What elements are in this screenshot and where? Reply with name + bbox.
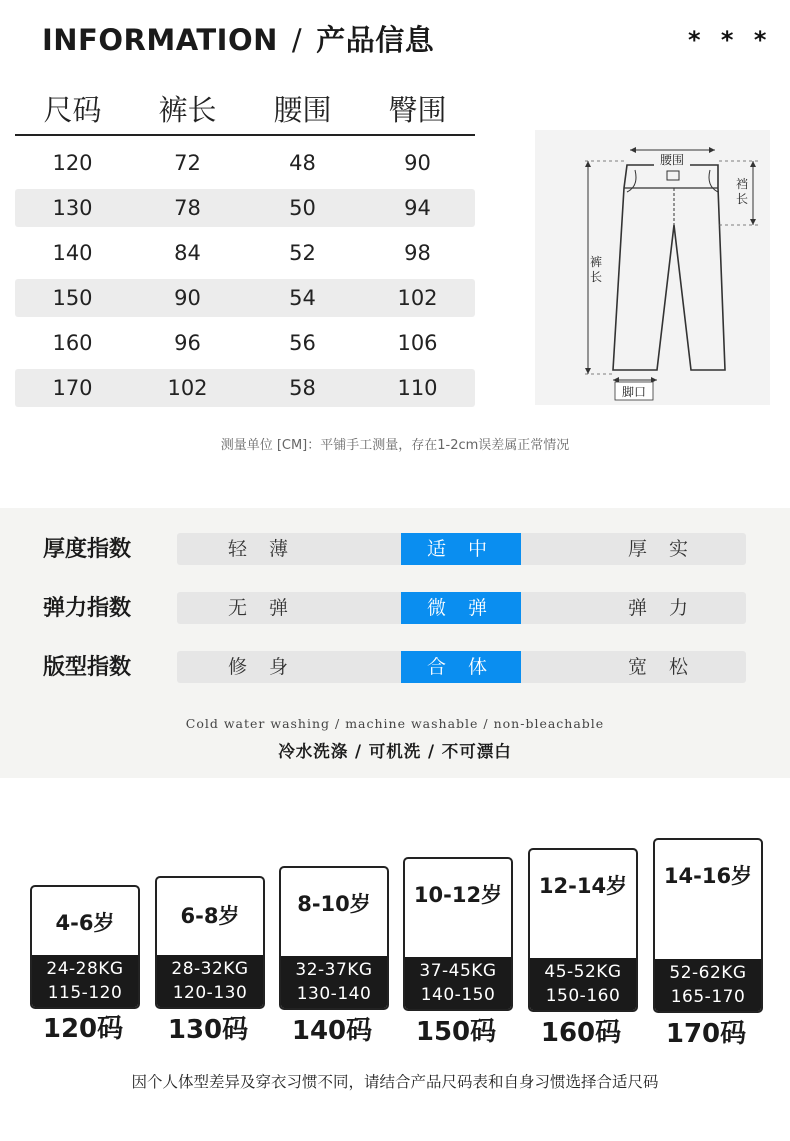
- option-no-stretch: 无 弹: [227, 597, 297, 619]
- card-weight: 52-62KG: [669, 963, 747, 983]
- label-length-1: 裤: [590, 255, 603, 269]
- index-label: 厚度指数: [43, 537, 132, 562]
- card-code: 150码: [415, 1017, 497, 1047]
- card-weight: 24-28KG: [46, 959, 124, 979]
- cell-hip: 90: [404, 151, 431, 175]
- option-regular-selected: 合 体: [401, 651, 521, 683]
- header-size: 尺码: [43, 93, 102, 127]
- table-row: [15, 369, 475, 407]
- card-code: 120码: [42, 1014, 124, 1044]
- table-row: [15, 324, 475, 362]
- pants-diagram: [535, 130, 770, 405]
- cell-length: 90: [174, 286, 201, 310]
- cell-waist: 54: [289, 286, 316, 310]
- elasticity-index: [0, 592, 790, 626]
- measurement-note: 测量单位 [CM]：平铺手工测量，存在1-2cm误差属正常情况: [220, 438, 570, 453]
- card-age: 12-14岁: [538, 874, 628, 898]
- cell-length: 72: [174, 151, 201, 175]
- size-card: [403, 857, 513, 1011]
- card-height: 130-140: [296, 984, 372, 1004]
- cell-size: 150: [52, 286, 93, 310]
- page-title: [42, 18, 434, 59]
- size-card: [528, 848, 638, 1012]
- size-advice-footer: 因个人体型差异及穿衣习惯不同，请结合产品尺码表和自身习惯选择合适尺码: [131, 1073, 659, 1091]
- label-length: [590, 255, 602, 284]
- option-medium-selected: 适 中: [401, 533, 521, 565]
- index-scale: [177, 651, 746, 683]
- size-card: [155, 876, 265, 1009]
- cell-size: 120: [52, 151, 93, 175]
- option-stretch: 弹 力: [627, 597, 697, 619]
- card-height: 120-130: [172, 983, 248, 1003]
- card-age: 14-16岁: [663, 864, 753, 888]
- label-rise-1: 裆: [736, 177, 749, 191]
- pants-illustration: [535, 130, 770, 405]
- option-slim: 修 身: [227, 656, 297, 678]
- card-code: 130码: [167, 1015, 249, 1045]
- size-card: [653, 838, 763, 1013]
- index-scale: [177, 533, 746, 565]
- table-row: [15, 189, 475, 227]
- table-row: [15, 234, 475, 272]
- size-table: [15, 90, 475, 407]
- thickness-index: [0, 533, 790, 567]
- cell-size: 160: [52, 331, 93, 355]
- card-age: 4-6岁: [55, 911, 115, 935]
- card-age: 10-12岁: [413, 883, 503, 907]
- card-spec: [281, 956, 387, 1008]
- label-waist: 腰围: [659, 153, 685, 167]
- cell-hip: 98: [404, 241, 431, 265]
- card-height: 165-170: [670, 987, 746, 1007]
- card-age: 6-8岁: [180, 904, 240, 928]
- label-hem: 脚口: [621, 385, 647, 399]
- card-height: 115-120: [47, 983, 123, 1003]
- card-weight: 45-52KG: [544, 962, 622, 982]
- option-thick: 厚 实: [627, 538, 697, 560]
- card-code: 160码: [540, 1018, 622, 1048]
- header-waist: 腰围: [273, 93, 332, 127]
- cell-hip: 110: [397, 376, 438, 400]
- card-weight: 32-37KG: [295, 960, 373, 980]
- index-label: 版型指数: [43, 655, 132, 680]
- option-light: 轻 薄: [227, 538, 297, 560]
- cell-length: 84: [174, 241, 201, 265]
- option-loose: 宽 松: [627, 656, 697, 678]
- label-rise: [736, 176, 748, 206]
- table-header: [15, 90, 475, 136]
- header-length: 裤长: [158, 93, 217, 127]
- cell-waist: 50: [289, 196, 316, 220]
- cell-length: 102: [167, 376, 208, 400]
- wash-instructions-en: Cold water washing / machine washable / non-bleachable: [185, 716, 605, 731]
- index-scale: [177, 592, 746, 624]
- cell-waist: 58: [289, 376, 316, 400]
- card-height: 140-150: [420, 985, 496, 1005]
- card-spec: [530, 958, 636, 1010]
- title-cn: 产品信息: [316, 23, 435, 57]
- fit-index: [0, 651, 790, 685]
- card-spec: [32, 955, 138, 1007]
- cell-size: 140: [52, 241, 93, 265]
- card-spec: [655, 959, 761, 1011]
- card-weight: 37-45KG: [419, 961, 497, 981]
- cell-length: 78: [174, 196, 201, 220]
- card-spec: [157, 955, 263, 1007]
- cell-size: 130: [52, 196, 93, 220]
- label-char: 长: [736, 192, 749, 206]
- title-separator: /: [291, 23, 303, 57]
- table-row: [15, 144, 475, 182]
- cell-waist: 52: [289, 241, 316, 265]
- cell-length: 96: [174, 331, 201, 355]
- size-card: [30, 885, 140, 1009]
- decorative-stars: * * *: [688, 26, 773, 54]
- cell-hip: 102: [397, 286, 438, 310]
- label-char: 长: [590, 270, 603, 284]
- title-en: INFORMATION: [42, 23, 278, 57]
- card-height: 150-160: [545, 986, 621, 1006]
- wash-instructions-cn: 冷水洗涤 / 可机洗 / 不可漂白: [278, 742, 512, 761]
- card-code: 140码: [291, 1016, 373, 1046]
- cell-size: 170: [52, 376, 93, 400]
- cell-waist: 56: [289, 331, 316, 355]
- cell-waist: 48: [289, 151, 316, 175]
- card-code: 170码: [665, 1019, 747, 1049]
- cell-hip: 94: [404, 196, 431, 220]
- option-slight-stretch-selected: 微 弹: [401, 592, 521, 624]
- size-card: [279, 866, 389, 1010]
- index-label: 弹力指数: [43, 596, 132, 621]
- card-spec: [405, 957, 511, 1009]
- card-age: 8-10岁: [297, 892, 371, 916]
- header-hip: 臀围: [388, 93, 447, 127]
- card-weight: 28-32KG: [171, 959, 249, 979]
- cell-hip: 106: [397, 331, 438, 355]
- table-row: [15, 279, 475, 317]
